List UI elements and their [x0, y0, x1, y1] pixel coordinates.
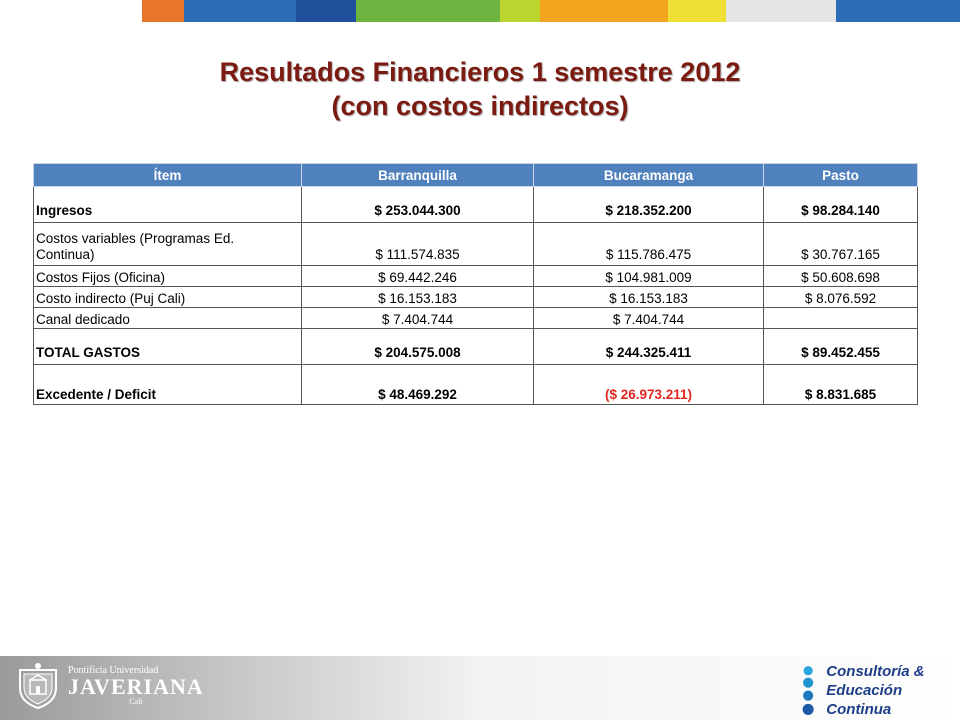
consultoria-line-2: Educación Continua — [826, 682, 903, 718]
strip-segment — [836, 0, 960, 22]
cell-bucaramanga-negative: ($ 26.973.211) — [534, 365, 764, 405]
blue-dots-icon — [798, 663, 818, 719]
header-barranquilla: Barranquilla — [302, 164, 534, 187]
cell-bucaramanga: $ 115.786.475 — [534, 223, 764, 266]
table-row — [34, 308, 918, 329]
cell-barranquilla: $ 7.404.744 — [302, 308, 534, 329]
row-label: Excedente / Deficit — [34, 365, 302, 405]
row-label: Costo indirecto (Puj Cali) — [34, 287, 302, 308]
cell-pasto: $ 89.452.455 — [764, 329, 918, 365]
cell-barranquilla: $ 69.442.246 — [302, 266, 534, 287]
cell-barranquilla: $ 204.575.008 — [302, 329, 534, 365]
strip-segment — [668, 0, 726, 22]
table-row — [34, 287, 918, 308]
strip-segment — [0, 0, 142, 22]
strip-segment — [356, 0, 500, 22]
cell-bucaramanga: $ 104.981.009 — [534, 266, 764, 287]
top-color-strip — [0, 0, 960, 22]
cell-pasto: $ 30.767.165 — [764, 223, 918, 266]
javeriana-wordmark — [68, 666, 204, 706]
strip-segment — [726, 0, 836, 22]
cell-pasto: $ 50.608.698 — [764, 266, 918, 287]
cell-pasto — [764, 308, 918, 329]
strip-segment — [184, 0, 296, 22]
row-label-line-2: Continua) — [36, 247, 95, 262]
row-label-line-1: Costos variables (Programas Ed. — [36, 231, 235, 246]
javeriana-line-1: Pontificia Universidad — [68, 665, 159, 676]
cell-barranquilla: $ 253.044.300 — [302, 187, 534, 223]
cell-bucaramanga: $ 7.404.744 — [534, 308, 764, 329]
cell-barranquilla: $ 111.574.835 — [302, 223, 534, 266]
javeriana-line-2: JAVERIANA — [68, 674, 204, 699]
cell-bucaramanga: $ 218.352.200 — [534, 187, 764, 223]
row-label: TOTAL GASTOS — [34, 329, 302, 365]
table-row — [34, 223, 918, 266]
consultoria-wordmark — [826, 662, 960, 719]
cell-barranquilla: $ 16.153.183 — [302, 287, 534, 308]
strip-segment — [500, 0, 540, 22]
row-label: Ingresos — [34, 187, 302, 223]
strip-segment — [142, 0, 184, 22]
cell-bucaramanga: $ 16.153.183 — [534, 287, 764, 308]
table-header-row — [34, 164, 918, 187]
cell-bucaramanga: $ 244.325.411 — [534, 329, 764, 365]
slide-title — [0, 55, 960, 123]
header-item: Ítem — [34, 164, 302, 187]
table-row — [34, 266, 918, 287]
header-pasto: Pasto — [764, 164, 918, 187]
cell-pasto: $ 8.076.592 — [764, 287, 918, 308]
cell-pasto: $ 8.831.685 — [764, 365, 918, 405]
cell-pasto: $ 98.284.140 — [764, 187, 918, 223]
table-row — [34, 365, 918, 405]
row-label: Canal dedicado — [34, 308, 302, 329]
financial-results-table — [33, 163, 918, 405]
strip-segment — [540, 0, 668, 22]
title-line-1: Resultados Financieros 1 semestre 2012 — [219, 57, 741, 87]
title-line-2: (con costos indirectos) — [331, 91, 629, 121]
cell-barranquilla: $ 48.469.292 — [302, 365, 534, 405]
university-crest-icon — [14, 662, 62, 710]
javeriana-logo — [14, 662, 204, 710]
javeriana-line-3: Cali — [129, 697, 143, 706]
row-label — [34, 223, 302, 266]
table-row — [34, 329, 918, 365]
table-row — [34, 187, 918, 223]
header-bucaramanga: Bucaramanga — [534, 164, 764, 187]
row-label: Costos Fijos (Oficina) — [34, 266, 302, 287]
strip-segment — [296, 0, 356, 22]
consultoria-line-1: Consultoría & — [826, 663, 925, 680]
consultoria-logo — [798, 662, 960, 719]
